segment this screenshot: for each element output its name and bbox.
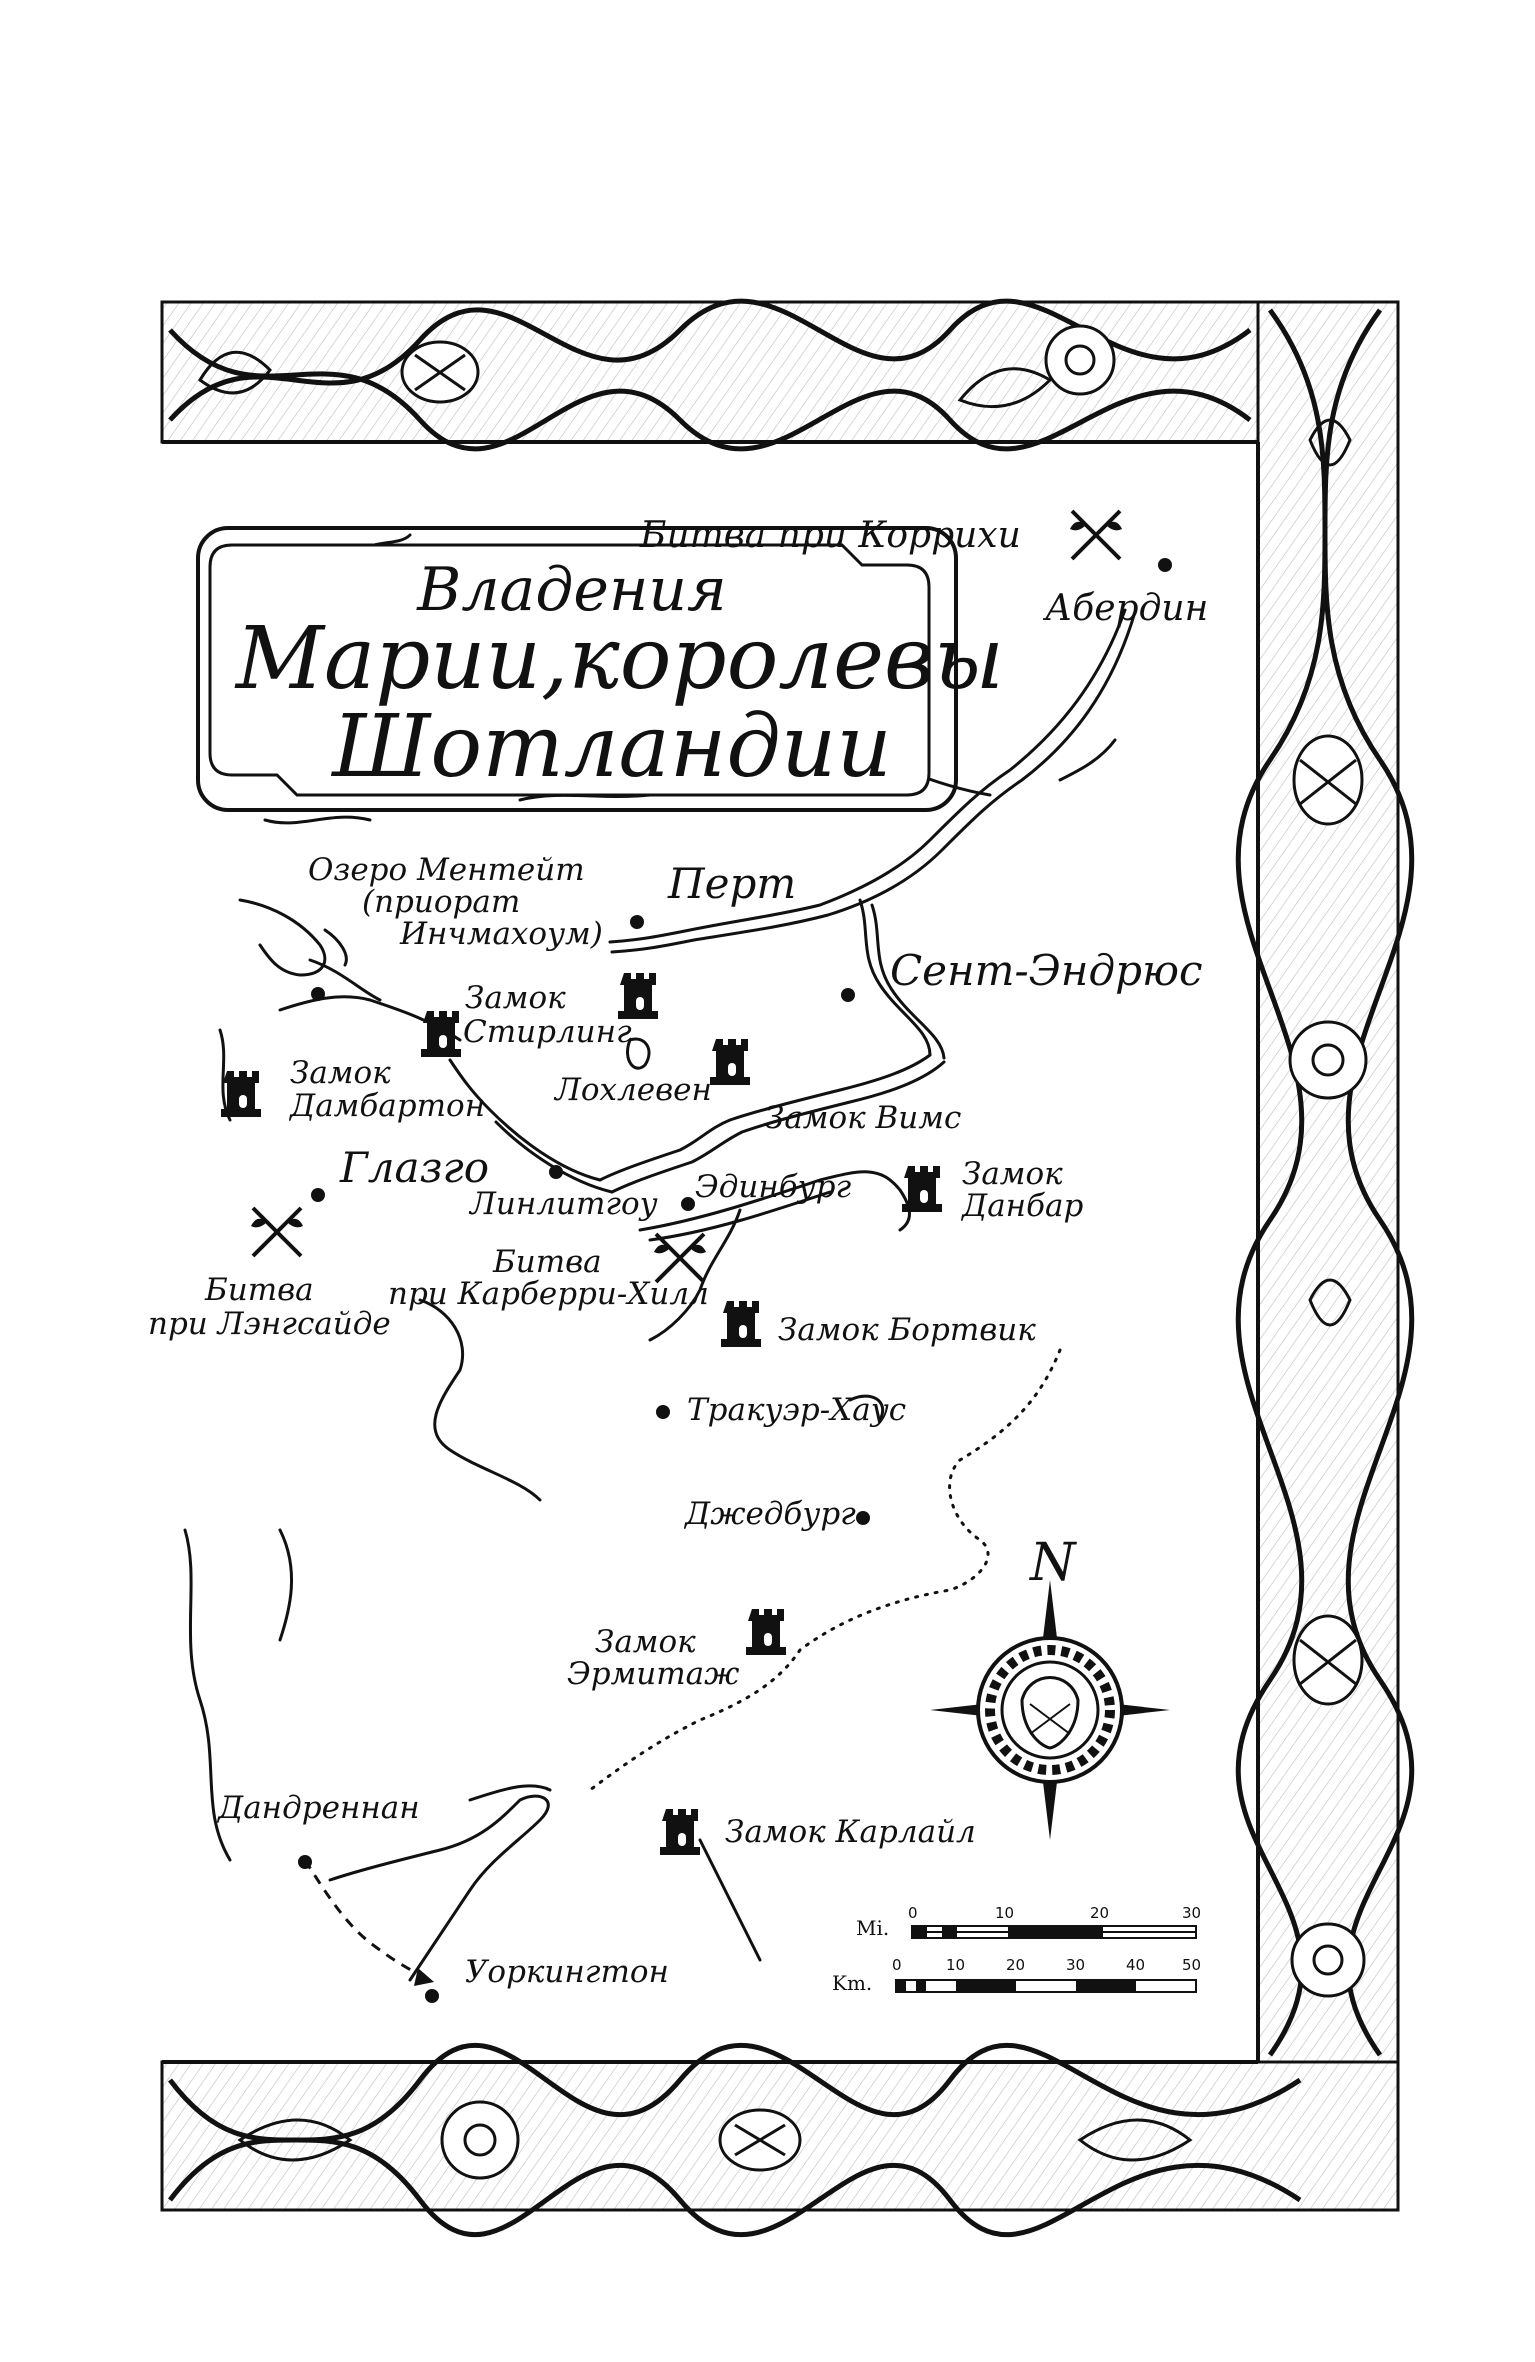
label-wemyss: Замок Вимс xyxy=(765,1100,962,1136)
crossed-axes-icon xyxy=(1070,511,1122,559)
castle-icon xyxy=(721,1301,761,1347)
town-dot-icon xyxy=(856,1511,870,1525)
label-carberry-2: при Карберри-Хилл xyxy=(388,1276,709,1312)
castle-icon xyxy=(221,1071,261,1117)
castle-icon xyxy=(902,1166,942,1212)
scale-mi-label: Mi. xyxy=(856,1916,890,1940)
label-borthwick: Замок Бортвик xyxy=(778,1312,1036,1348)
label-hermitage-1: Замок xyxy=(595,1624,696,1660)
label-aberdeen: Абердин xyxy=(1045,588,1209,629)
label-hermitage-2: Эрмитаж xyxy=(567,1656,740,1692)
title-line-1: Владения xyxy=(417,555,727,625)
scale-km-tick: 0 xyxy=(892,1956,902,1974)
compass-rose-icon xyxy=(930,1580,1170,1840)
castle-icon xyxy=(710,1039,750,1085)
scale-km-tick: 30 xyxy=(1066,1956,1086,1974)
label-perth: Перт xyxy=(668,859,797,908)
label-langside-1: Битва xyxy=(205,1272,314,1308)
scale-km-tick: 40 xyxy=(1126,1956,1146,1974)
label-menteith-1: Озеро Ментейт xyxy=(308,852,585,888)
label-langside-2: при Лэнгсайде xyxy=(148,1306,391,1342)
label-carlisle: Замок Карлайл xyxy=(725,1814,976,1850)
label-dunbar-1: Замок xyxy=(962,1156,1063,1192)
label-glasgow: Глазго xyxy=(340,1143,490,1192)
town-dot-icon xyxy=(656,1405,670,1419)
label-edinburgh: Эдинбург xyxy=(695,1169,852,1205)
label-dundrennan: Дандреннан xyxy=(218,1790,420,1826)
escape-route xyxy=(305,1860,430,1980)
scale-mi-tick: 10 xyxy=(995,1904,1015,1922)
label-lochleven: Лохлевен xyxy=(555,1072,712,1108)
label-dumbarton-1: Замок xyxy=(290,1055,391,1091)
label-stirling-2: Стирлинг xyxy=(463,1014,632,1050)
label-dunbar-2: Данбар xyxy=(962,1188,1084,1224)
castle-icon xyxy=(618,973,658,1019)
label-carberry-1: Битва xyxy=(493,1244,602,1280)
label-workington: Уоркингтон xyxy=(465,1954,669,1990)
label-dumbarton-2: Дамбартон xyxy=(290,1088,486,1124)
label-menteith-3: Инчмахоум) xyxy=(400,916,603,952)
town-dot-icon xyxy=(311,1188,325,1202)
scale-km-tick: 50 xyxy=(1182,1956,1202,1974)
town-dot-icon xyxy=(1158,558,1172,572)
castle-icon xyxy=(746,1609,786,1655)
label-traquair: Тракуэр-Хаус xyxy=(687,1392,907,1428)
compass-north-label: N xyxy=(1030,1533,1076,1593)
label-battle-corrichie: Битва при Коррихи xyxy=(640,515,1021,556)
scale-mi-tick: 30 xyxy=(1182,1904,1202,1922)
scale-bar xyxy=(832,1904,1201,1995)
scale-km-label: Km. xyxy=(832,1971,873,1995)
scale-mi-tick: 20 xyxy=(1090,1904,1110,1922)
scale-mi-tick: 0 xyxy=(908,1904,918,1922)
scale-km-tick: 10 xyxy=(946,1956,966,1974)
town-dot-icon xyxy=(425,1989,439,2003)
label-menteith-2: (приорат xyxy=(362,884,521,920)
label-linlithgow: Линлитгоу xyxy=(470,1186,658,1222)
town-dot-icon xyxy=(298,1855,312,1869)
title-line-2: Марии,королевы xyxy=(235,609,1005,709)
town-dot-icon xyxy=(630,915,644,929)
label-st-andrews: Сент-Эндрюс xyxy=(890,946,1203,995)
town-dot-icon xyxy=(549,1165,563,1179)
label-jedburgh: Джедбург xyxy=(685,1496,856,1532)
castle-icon xyxy=(421,1011,461,1057)
title-line-3: Шотландии xyxy=(332,697,892,797)
label-stirling-1: Замок xyxy=(465,980,566,1016)
crossed-axes-icon xyxy=(251,1208,303,1256)
castle-icon xyxy=(660,1809,700,1855)
town-dot-icon xyxy=(841,988,855,1002)
crossed-axes-icon xyxy=(654,1234,706,1282)
town-dot-icon xyxy=(311,987,325,1001)
scale-km-tick: 20 xyxy=(1006,1956,1026,1974)
town-dot-icon xyxy=(681,1197,695,1211)
